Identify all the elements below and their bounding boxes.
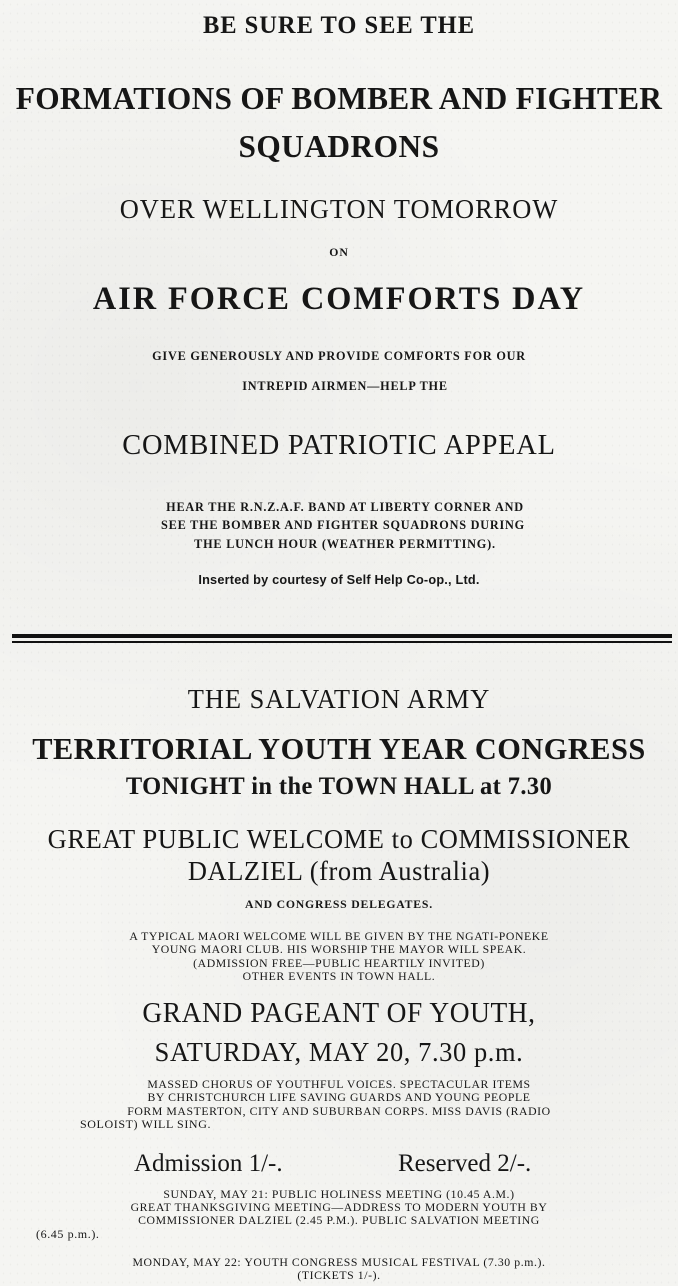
ad1-inserted-by: Inserted by courtesy of Self Help Co-op., Ltd. bbox=[198, 572, 480, 587]
ad1-over-wellington: OVER WELLINGTON TOMORROW bbox=[119, 194, 559, 224]
ad1-heading-be-sure: BE SURE TO SEE THE bbox=[202, 12, 476, 39]
ad2-maori-welcome-4: OTHER EVENTS IN TOWN HALL. bbox=[242, 969, 436, 983]
ad2-monday-1: MONDAY, MAY 22: YOUTH CONGRESS MUSICAL FESTIVAL (7.30 p.m.). bbox=[132, 1255, 546, 1269]
ad1-combined-patriotic-appeal: COMBINED PATRIOTIC APPEAL bbox=[122, 429, 556, 461]
ad2-reserved-price: Reserved 2/-. bbox=[398, 1150, 532, 1177]
ad2-massed-chorus-4: SOLOIST) WILL SING. bbox=[80, 1117, 212, 1131]
ad1-heading-squadrons: SQUADRONS bbox=[238, 128, 440, 164]
ad2-dalziel: DALZIEL (from Australia) bbox=[187, 856, 491, 886]
ad1-intrepid-airmen: INTREPID AIRMEN—HELP THE bbox=[242, 379, 448, 393]
ad2-monday-2: (TICKETS 1/-). bbox=[297, 1268, 381, 1282]
section-divider-thick bbox=[12, 634, 672, 638]
ad2-salvation-army: THE SALVATION ARMY bbox=[187, 684, 491, 714]
ad1-give-generously: GIVE GENEROUSLY AND PROVIDE COMFORTS FOR OUR bbox=[152, 349, 526, 363]
ad1-lunch-hour: THE LUNCH HOUR (WEATHER PERMITTING). bbox=[194, 537, 496, 551]
ad1-air-force-comforts-day: AIR FORCE COMFORTS DAY bbox=[92, 281, 586, 317]
section-divider-thin bbox=[12, 641, 672, 643]
ad2-sunday-1: SUNDAY, MAY 21: PUBLIC HOLINESS MEETING (10.45 A.M.) bbox=[163, 1187, 515, 1201]
ad2-tonight-town-hall: TONIGHT in the TOWN HALL at 7.30 bbox=[125, 773, 553, 800]
ad2-congress-delegates: AND CONGRESS DELEGATES. bbox=[245, 897, 433, 911]
ad2-maori-welcome-1: A TYPICAL MAORI WELCOME WILL BE GIVEN BY THE NGATI-PONEKE bbox=[129, 929, 549, 943]
ad2-sunday-4: (6.45 p.m.). bbox=[36, 1227, 100, 1241]
ad2-massed-chorus-1: MASSED CHORUS OF YOUTHFUL VOICES. SPECTACULAR ITEMS bbox=[147, 1077, 531, 1091]
ad2-maori-welcome-2: YOUNG MAORI CLUB. HIS WORSHIP THE MAYOR WILL SPEAK. bbox=[151, 942, 527, 956]
ad2-sunday-2: GREAT THANKSGIVING MEETING—ADDRESS TO MODERN YOUTH BY bbox=[130, 1200, 548, 1214]
ad1-on: ON bbox=[329, 245, 349, 259]
ad1-heading-formations: FORMATIONS OF BOMBER AND FIGHTER bbox=[15, 80, 663, 116]
ad1-see-squadrons: SEE THE BOMBER AND FIGHTER SQUADRONS DURING bbox=[161, 518, 525, 532]
ad2-saturday-may-20: SATURDAY, MAY 20, 7.30 p.m. bbox=[154, 1037, 524, 1067]
ad2-admission-price: Admission 1/-. bbox=[134, 1150, 283, 1177]
ad2-massed-chorus-3: FORM MASTERTON, CITY AND SUBURBAN CORPS. MISS DAVIS (RADIO bbox=[127, 1104, 551, 1118]
ad2-grand-pageant: GRAND PAGEANT OF YOUTH, bbox=[142, 998, 536, 1029]
ad1-hear-band: HEAR THE R.N.Z.A.F. BAND AT LIBERTY CORNER AND bbox=[166, 500, 524, 514]
ad2-maori-welcome-3: (ADMISSION FREE—PUBLIC HEARTILY INVITED) bbox=[193, 956, 485, 970]
ad2-sunday-3: COMMISSIONER DALZIEL (2.45 P.M.). PUBLIC SALVATION MEETING bbox=[138, 1213, 540, 1227]
ad2-massed-chorus-2: BY CHRISTCHURCH LIFE SAVING GUARDS AND YOUNG PEOPLE bbox=[147, 1090, 531, 1104]
ad2-territorial-congress: TERRITORIAL YOUTH YEAR CONGRESS bbox=[32, 731, 646, 766]
ad2-great-public-welcome: GREAT PUBLIC WELCOME to COMMISSIONER bbox=[47, 824, 631, 854]
